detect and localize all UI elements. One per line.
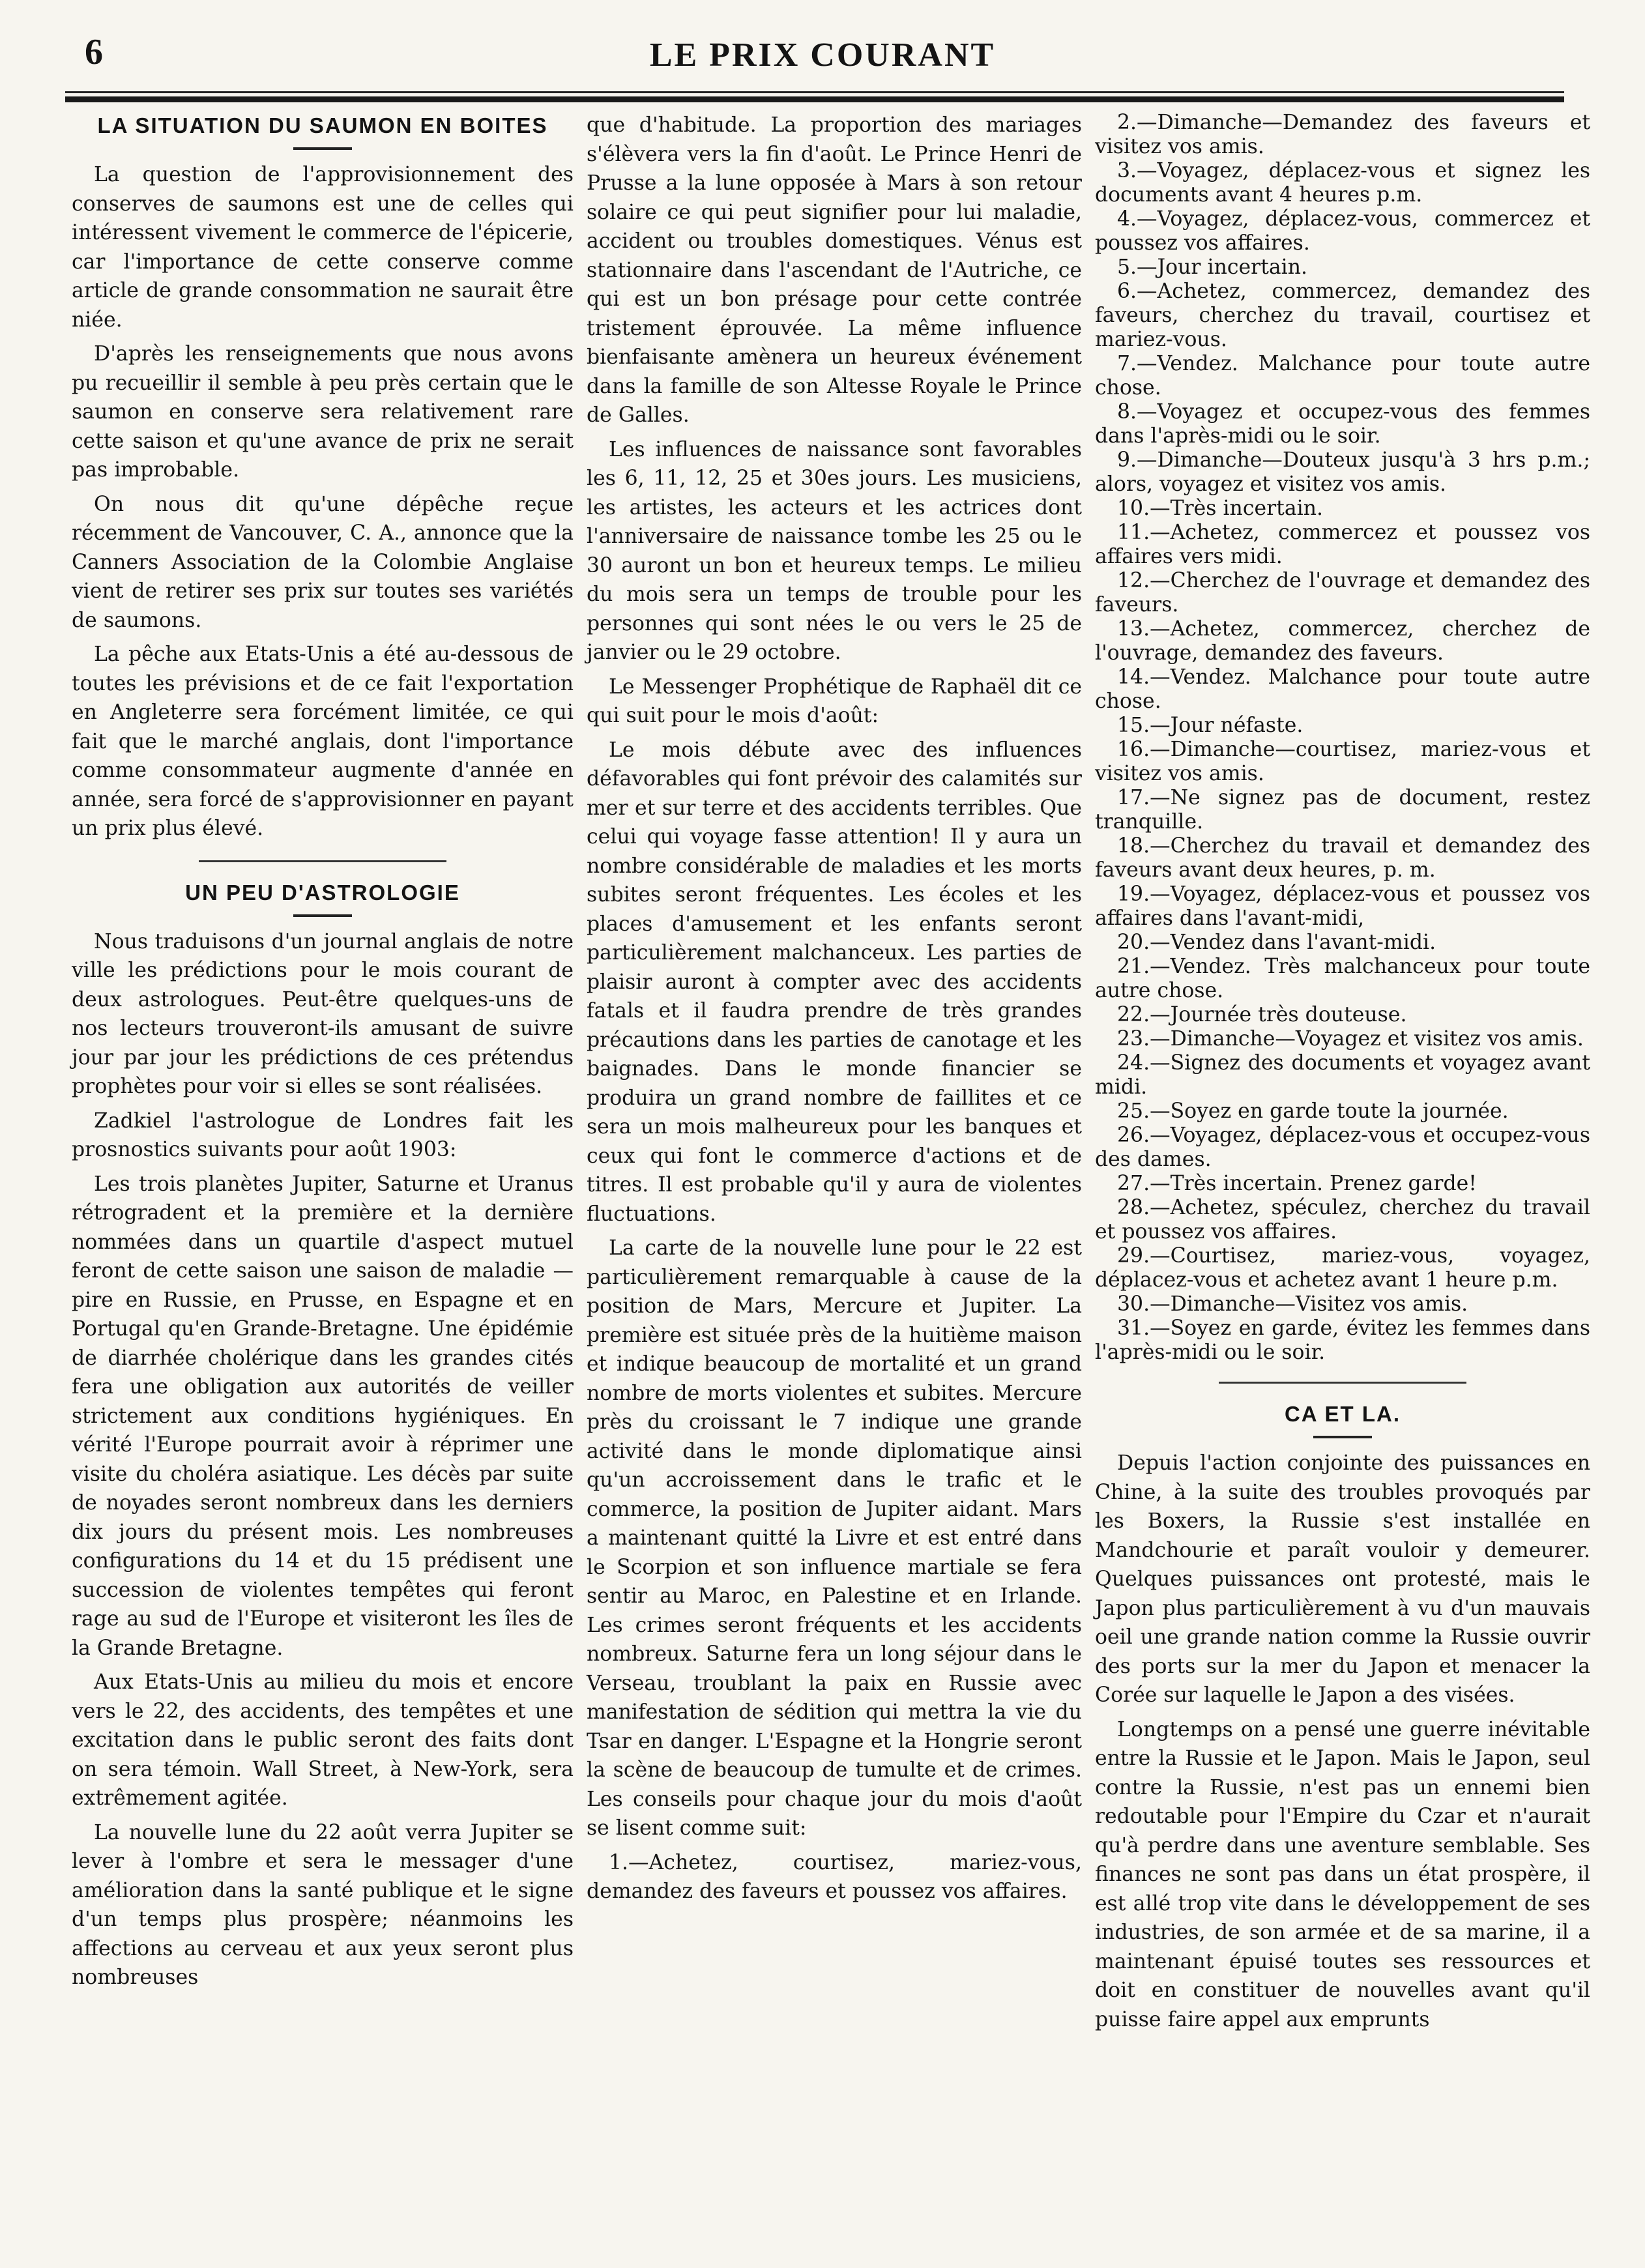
- article-title-astrologie: UN PEU D'ASTROLOGIE: [185, 880, 460, 905]
- paragraph: Zadkiel l'astrologue de Londres fait les prosnostics suivants pour août 1903:: [72, 1109, 574, 1161]
- paragraph: Les influences de naissance sont favorables les 6, 11, 12, 25 et 30es jours. Les musiciens, les artistes, les acteurs et les actrices dont l'anniversaire de naissance tombe les 25 ou le 30 auront un bon et heureux temps. Le milieu du mois sera un temps de trouble pour les personnes qui sont nées le ou vers le 25 de janvier ou le 29 octobre.: [587, 437, 1082, 664]
- prediction-item: 12.—Cherchez de l'ouvrage et demandez des faveurs.: [1095, 569, 1590, 617]
- prediction-item: 3.—Voyagez, déplacez-vous et signez les documents avant 4 heures p.m.: [1095, 159, 1590, 207]
- column-middle: [587, 111, 1082, 1912]
- prediction-item: 6.—Achetez, commercez, demandez des faveurs, cherchez du travail, courtisez et mariez-vous.: [1095, 280, 1590, 351]
- prediction-item: 22.—Journée très douteuse.: [1117, 1003, 1407, 1026]
- section-divider: [1219, 1382, 1466, 1384]
- title-rule: [293, 147, 352, 150]
- prediction-item: 11.—Achetez, commercez et poussez vos affaires vers midi.: [1095, 521, 1590, 568]
- article-title-saumon: LA SITUATION DU SAUMON EN BOITES: [97, 113, 548, 138]
- header-rule-thin: [65, 91, 1564, 93]
- column-left: [72, 111, 574, 1998]
- paragraph: Le Messenger Prophétique de Raphaël dit ce qui suit pour le mois d'août:: [587, 675, 1082, 727]
- prediction-item: 7.—Vendez. Malchance pour toute autre chose.: [1095, 352, 1590, 400]
- prediction-item: 16.—Dimanche—courtisez, mariez-vous et visitez vos amis.: [1095, 738, 1590, 785]
- paragraph: La pêche aux Etats-Unis a été au-dessous de toutes les prévisions et de ce fait l'exportation en Angleterre sera forcément limitée, ce qui fait que le marché anglais, dont l'importance comme consommateur augmente d'année en année, sera forcé de s'approvisionner en payant un prix plus élevé.: [72, 643, 574, 840]
- title-rule: [293, 914, 352, 917]
- article-title-ca-et-la: CA ET LA.: [1284, 1402, 1401, 1426]
- paragraph: D'après les renseignements que nous avons pu recueillir il semble à peu près certain que le saumon en conserve sera relativement rare cette saison et qu'une avance de prix ne serait pas improbable.: [72, 342, 574, 482]
- prediction-item: 10.—Très incertain.: [1117, 497, 1323, 520]
- prediction-item: 19.—Voyagez, déplacez-vous et poussez vos affaires dans l'avant-midi,: [1095, 882, 1590, 930]
- prediction-item: 17.—Ne signez pas de document, restez tranquille.: [1095, 786, 1590, 834]
- paragraph: La carte de la nouvelle lune pour le 22 est particulièrement remarquable à cause de la position de Mars, Mercure et Jupiter. La première est située près de la huitième maison et indique beaucoup de mortalité et un grand nombre de morts violentes et subites. Mercure près du croissant le 7 indique une grande activité dans le monde diplomatique ainsi qu'un accroissement dans le trafic et le commerce, la position de Jupiter aidant. Mars a maintenant quitté la Livre et est entré dans le Scorpion et son influence martiale se fera sentir au Maroc, en Palestine et en Irlande. Les crimes seront fréquents et les accidents nombreux. Saturne fera un long séjour dans le Verseau, troublant la paix en Russie avec manifestation de sédition qui mettra la vie du Tsar en danger. L'Espagne et la Hongrie seront la scène de beaucoup de tumulte et de crimes. Les conseils pour chaque jour du mois d'août se lisent comme suit:: [587, 1236, 1082, 1840]
- paragraph: que d'habitude. La proportion des mariages s'élèvera vers la fin d'août. Le Prince Henri de Prusse a la lune opposée à Mars à son retour solaire ce qui peut signifier pour lui maladie, accident ou troubles domestiques. Vénus est stationnaire dans l'ascendant de l'Autriche, ce qui est un bon présage pour cette contrée tristement éprouvée. La même influence bienfaisante amènera un heureux événement dans la famille de son Altesse Royale le Prince de Galles.: [587, 113, 1082, 427]
- paragraph: Nous traduisons d'un journal anglais de notre ville les prédictions pour le mois courant de deux astrologues. Peut-être quelques-uns de nos lecteurs trouveront-ils amusant de suivre jour par jour les prédictions de ces prétendus prophètes pour voir si elles se sont réalisées.: [72, 929, 574, 1098]
- newspaper-title: LE PRIX COURANT: [649, 36, 996, 74]
- prediction-list: [1095, 111, 1590, 1365]
- prediction-item: 23.—Dimanche—Voyagez et visitez vos amis.: [1117, 1027, 1584, 1051]
- prediction-item: 27.—Très incertain. Prenez garde!: [1117, 1172, 1477, 1195]
- prediction-item: 26.—Voyagez, déplacez-vous et occupez-vous des dames.: [1095, 1124, 1590, 1171]
- paragraph: Le mois débute avec des influences défavorables qui font prévoir des calamités sur mer et sur terre et des accidents terribles. Que celui qui voyage fasse attention! Il y aura un nombre considérable de maladies et les morts subites seront fréquentes. Les écoles et les places d'amusement et les enfants seront particulièrement malchanceux. Les parties de plaisir auront à compter avec des accidents fatals et il faudra prendre de très grandes précautions dans les parties de canotage et les baignades. Dans le monde financier se produira un grand nombre de faillites et ce sera un mois malheureux pour les banques et ceux qui font le commerce d'actions et de titres. Il est probable qu'il y aura de violentes fluctuations.: [587, 738, 1082, 1226]
- prediction-item: 9.—Dimanche—Douteux jusqu'à 3 hrs p.m.; alors, voyagez et visitez vos amis.: [1095, 448, 1590, 496]
- prediction-item: 8.—Voyagez et occupez-vous des femmes dans l'après-midi ou le soir.: [1095, 400, 1590, 448]
- title-rule: [1313, 1436, 1372, 1438]
- paragraph: Les trois planètes Jupiter, Saturne et Uranus rétrogradent et la première et la dernière nommées dans un quartile d'aspect mutuel feront de cette saison une saison de maladie — pire en Russie, en Prusse, en Espagne et en Portugal qu'en Grande-Bretagne. Une épidémie de diarrhée cholérique dans les grandes cités fera une obligation aux autorités de veiller strictement aux conditions hygiéniques. En vérité l'Europe pourrait avoir à réprimer une visite du choléra asiatique. Les décès par suite de noyades seront nombreux dans les derniers dix jours du présent mois. Les nombreuses configurations du 14 et du 15 prédisent une succession de violentes tempêtes qui feront rage au sud de l'Europe et visiteront les îles de la Grande Bretagne.: [72, 1172, 574, 1660]
- header-rule-thick: [65, 96, 1564, 102]
- prediction-item: 28.—Achetez, spéculez, cherchez du travail et poussez vos affaires.: [1095, 1196, 1590, 1243]
- prediction-item: 29.—Courtisez, mariez-vous, voyagez, déplacez-vous et achetez avant 1 heure p.m.: [1095, 1244, 1590, 1292]
- prediction-item: 31.—Soyez en garde, évitez les femmes dans l'après-midi ou le soir.: [1095, 1316, 1590, 1364]
- prediction-item: 30.—Dimanche—Visitez vos amis.: [1117, 1292, 1468, 1316]
- prediction-item: 20.—Vendez dans l'avant-midi.: [1117, 931, 1436, 954]
- prediction-item: 15.—Jour néfaste.: [1117, 714, 1303, 737]
- page-number: 6: [85, 32, 103, 72]
- prediction-item: 2.—Dimanche—Demandez des faveurs et visitez vos amis.: [1095, 111, 1590, 158]
- prediction-item: 18.—Cherchez du travail et demandez des faveurs avant deux heures, p. m.: [1095, 834, 1590, 882]
- paragraph: La nouvelle lune du 22 août verra Jupiter se lever à l'ombre et sera le messager d'une amélioration dans la santé publique et le signe d'un temps plus prospère; néanmoins les affections au cerveau et aux yeux seront plus nombreuses: [72, 1820, 574, 1989]
- section-divider: [199, 860, 446, 862]
- column-right: [1095, 111, 1590, 2039]
- prediction-item: 24.—Signez des documents et voyagez avant midi.: [1095, 1051, 1590, 1099]
- paragraph: 1.—Achetez, courtisez, mariez-vous, demandez des faveurs et poussez vos affaires.: [587, 1850, 1082, 1903]
- prediction-item: 14.—Vendez. Malchance pour toute autre chose.: [1095, 665, 1590, 713]
- paragraph: Aux Etats-Unis au milieu du mois et encore vers le 22, des accidents, des tempêtes et une excitation dans le public seront des faits dont on sera témoin. Wall Street, à New-York, sera extrêmement agitée.: [72, 1670, 574, 1810]
- paragraph: Longtemps on a pensé une guerre inévitable entre la Russie et le Japon. Mais le Japon, seul contre la Russie, n'est pas un ennemi bien redoutable pour l'Empire du Czar et n'aurait qu'à perdre dans une aventure semblable. Ses finances ne sont pas dans un état prospère, il est allé trop vite dans le développement de ses industries, de son armée et de sa marine, il a maintenant épuisé toutes ses ressources et doit en constituer de nouvelles avant qu'il puisse faire appel aux emprunts: [1095, 1717, 1590, 2031]
- prediction-item: 4.—Voyagez, déplacez-vous, commercez et poussez vos affaires.: [1095, 207, 1590, 255]
- prediction-item: 21.—Vendez. Très malchanceux pour toute autre chose.: [1095, 955, 1590, 1002]
- page-header: [0, 0, 1645, 98]
- prediction-item: 5.—Jour incertain.: [1117, 255, 1308, 279]
- prediction-item: 13.—Achetez, commercez, cherchez de l'ouvrage, demandez des faveurs.: [1095, 617, 1590, 665]
- paragraph: La question de l'approvisionnement des conserves de saumons est une de celles qui intéressent vivement le commerce de l'épicerie, car l'importance de cette conserve comme article de grande consommation ne saurait être niée.: [72, 163, 574, 332]
- paragraph: On nous dit qu'une dépêche reçue récemment de Vancouver, C. A., annonce que la Canners Association de la Colombie Anglaise vient de retirer ses prix sur toutes ses variétés de saumons.: [72, 492, 574, 632]
- prediction-item: 25.—Soyez en garde toute la journée.: [1117, 1099, 1509, 1123]
- paragraph: Depuis l'action conjointe des puissances en Chine, à la suite des troubles provoqués par les Boxers, la Russie s'est installée en Mandchourie et paraît vouloir y demeurer. Quelques puissances ont protesté, mais le Japon plus particulièrement à vu d'un mauvais oeil une grande nation comme la Russie ouvrir des ports sur la mer du Japon et menacer la Corée sur laquelle le Japon a des visées.: [1095, 1451, 1590, 1707]
